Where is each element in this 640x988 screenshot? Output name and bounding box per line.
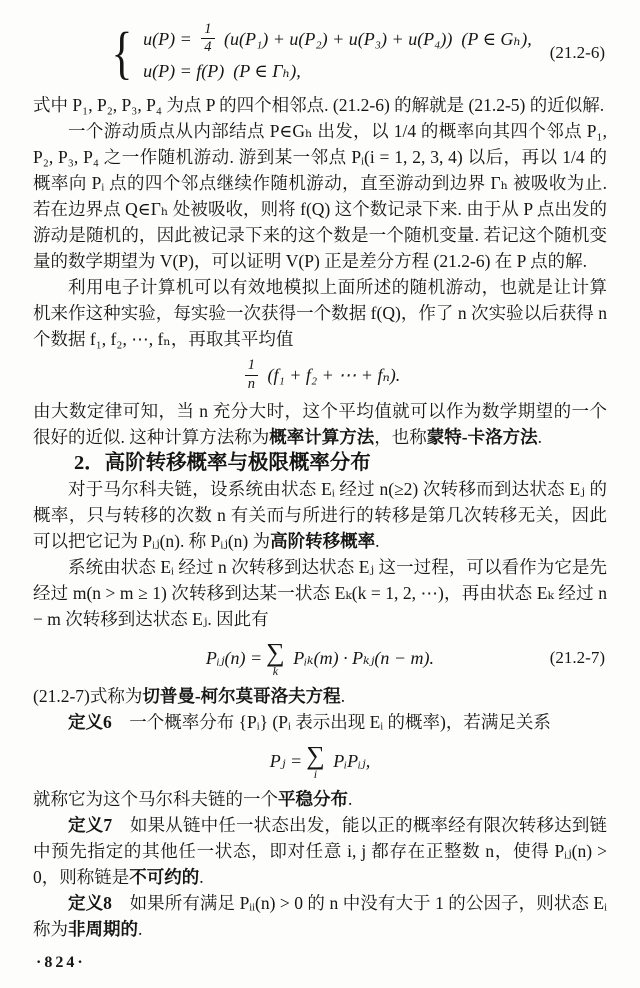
text-run: 就称它为这个马尔科夫链的一个 — [33, 788, 278, 809]
equation-rhs: (f₁ + f₂ + ⋯ + fₙ). — [263, 365, 401, 386]
equation-21-2-6 — [33, 22, 607, 84]
text-run: 式中 P₁, P₂, P₃, P₄ 为点 P 的四个相邻点. (21.2-6) 的解就是 (21.2-5) 的近似解. — [33, 95, 605, 116]
paragraph-chapman-kolmogorov — [33, 683, 607, 709]
definition-7-label: 定义7 — [68, 814, 113, 835]
term-probability-method: 概率计算方法 — [269, 426, 375, 447]
definition-8-label: 定义8 — [68, 892, 112, 913]
equation-stationary-distribution — [33, 740, 607, 781]
equation-rhs: (u(P₁) + u(P₂) + u(P₃) + u(P₄)) (P ∈ Gₕ), — [219, 28, 532, 49]
text-run: (21.2-7)式称为 — [33, 685, 143, 706]
definition-6-label: 定义6 — [68, 711, 112, 732]
sigma-symbol: ∑ — [266, 637, 285, 667]
term-aperiodic: 非周期的 — [68, 918, 138, 939]
fraction-one-over-n — [245, 358, 258, 391]
term-monte-carlo-method: 蒙特-卡洛方法 — [426, 426, 538, 447]
text-run: ，也称 — [374, 426, 427, 447]
page-number: ·824· — [36, 954, 86, 971]
fraction-one-quarter — [201, 22, 214, 55]
equation-tag-21-2-6: (21.2-6) — [549, 43, 605, 63]
equation-rhs: PᵢPᵢⱼ, — [328, 751, 371, 772]
fraction-denominator: 4 — [204, 39, 212, 56]
summation-over-i — [306, 740, 325, 781]
summation-over-k — [266, 637, 285, 678]
page-footer — [36, 950, 86, 976]
paragraph-definition-7 — [33, 812, 607, 890]
equation-sample-average — [33, 358, 607, 391]
paragraph-definition-6 — [33, 709, 607, 735]
equation-lhs: Pⱼ = — [269, 751, 303, 772]
fraction-denominator: n — [247, 375, 255, 392]
text-run: 一个概率分布 {Pᵢ} (Pᵢ 表示出现 Eᵢ 的概率)，若满足关系 — [111, 711, 551, 732]
paragraph-definition-8 — [33, 890, 607, 942]
heading-text: 2．高阶转移概率与极限概率分布 — [73, 451, 371, 474]
text-run: . — [340, 685, 346, 706]
text-run: . — [199, 866, 204, 887]
equation-21-2-7 — [33, 637, 607, 678]
text-run: 对于马尔科夫链，设系统由状态 Eᵢ 经过 n(≥2) 次转移而到达状态 Eⱼ 的概率，只与转移的次数 n 有关而与所进行的转移是第几次转移无关，因此可以把它记为 Pᵢⱼ(n). 称 Pᵢⱼ(n) 为 — [33, 478, 607, 551]
equation-boundary-condition: u(P) = f(P) (P ∈ Γₕ), — [143, 61, 301, 82]
text-run: 由大数定律可知，当 n 充分大时，这个平均值就可以作为数学期望的一个很好的近似. 这种计算方法称为 — [33, 400, 607, 447]
paragraph-transition-process — [33, 554, 607, 632]
text-run: 如果所有满足 Pᵢᵢ(n) > 0 的 n 中没有大于 1 的公因子，则状态 Eᵢ 称为 — [33, 892, 607, 939]
fraction-numerator: 1 — [201, 22, 214, 39]
text-run: . — [537, 426, 542, 447]
term-chapman-kolmogorov-equation: 切普曼-柯尔莫哥洛夫方程 — [142, 685, 341, 706]
equation-line-1 — [143, 22, 532, 55]
text-run: 利用电子计算机可以有效地模拟上面所述的随机游动，也就是让计算机来作这种实验，每实验一次获得一个数据 f(Q)，作了 n 次实验以后获得 n 个数据 f₁, f₂, ⋯, fₙ，再取其平均值 — [33, 277, 607, 350]
paragraph-stationary-distribution — [33, 786, 607, 812]
text-run: . — [375, 530, 380, 551]
text-run: . — [348, 788, 353, 809]
equation-rhs: Pᵢₖ(m) · Pₖⱼ(n − m). — [288, 648, 435, 669]
term-irreducible: 不可约的 — [129, 866, 200, 887]
sigma-symbol: ∑ — [306, 740, 325, 770]
text-run: . — [138, 918, 143, 939]
summation-limit: i — [313, 766, 318, 781]
text-run: 系统由状态 Eᵢ 经过 n 次转移到达状态 Eⱼ 这一过程，可以看作为它是先经过 m(n > m ≥ 1) 次转移到达某一状态 Eₖ(k = 1, 2, ⋯)，再由状态 Eₖ 经过 n − m 次转移到达状态 Eⱼ. 因此有 — [33, 556, 607, 629]
term-higher-order-transition-probability: 高阶转移概率 — [270, 530, 376, 551]
fraction-numerator: 1 — [245, 358, 258, 375]
left-brace-symbol: { — [111, 20, 133, 86]
text-run: 如果从链中任一状态出发，能以正的概率经有限次转移达到链中预先指定的其他任一状态，即对任意 i, j 都存在正整数 n，使得 Pᵢⱼ(n) > 0，则称链是 — [33, 814, 608, 887]
equation-lines — [143, 22, 532, 84]
term-stationary-distribution: 平稳分布 — [278, 788, 348, 809]
equation-line-2 — [143, 58, 301, 84]
section-heading-higher-order-transition — [33, 450, 607, 476]
paragraph-computer-simulation — [33, 274, 607, 352]
paragraph-higher-order-transition — [33, 476, 607, 554]
paragraph-random-walk — [33, 118, 607, 274]
equation-lhs: u(P) = — [143, 28, 197, 49]
text-run: 一个游动质点从内部结点 P∈Gₕ 出发，以 1/4 的概率向其四个邻点 P₁, P₂, P₃, P₄ 之一作随机游动. 游到某一邻点 Pᵢ(i = 1, 2, 3, 4) 以后，再以 1/4 的概率向 Pᵢ 点的四个邻点继续作随机游动，直至游动到边界 Γₕ 被吸收为止. 若在边界点 Q∈Γₕ 处被吸收，则将 f(Q) 这个数记录下来. 由于从 P 点出发的游动是随机的，因此被记录下来的这个数是一个随机变量. 若记这个随机变量的数学期望为 V(P)，可以证明 V(P) 正是差分方程 (21.2-6) 在 P 点的解. — [33, 121, 607, 272]
paragraph-neighbor-points-note — [33, 92, 607, 118]
summation-limit: k — [272, 663, 279, 678]
paragraph-law-of-large-numbers — [33, 398, 607, 450]
equation-tag-21-2-7: (21.2-7) — [549, 648, 605, 668]
equation-lhs: Pᵢⱼ(n) = — [205, 648, 263, 669]
